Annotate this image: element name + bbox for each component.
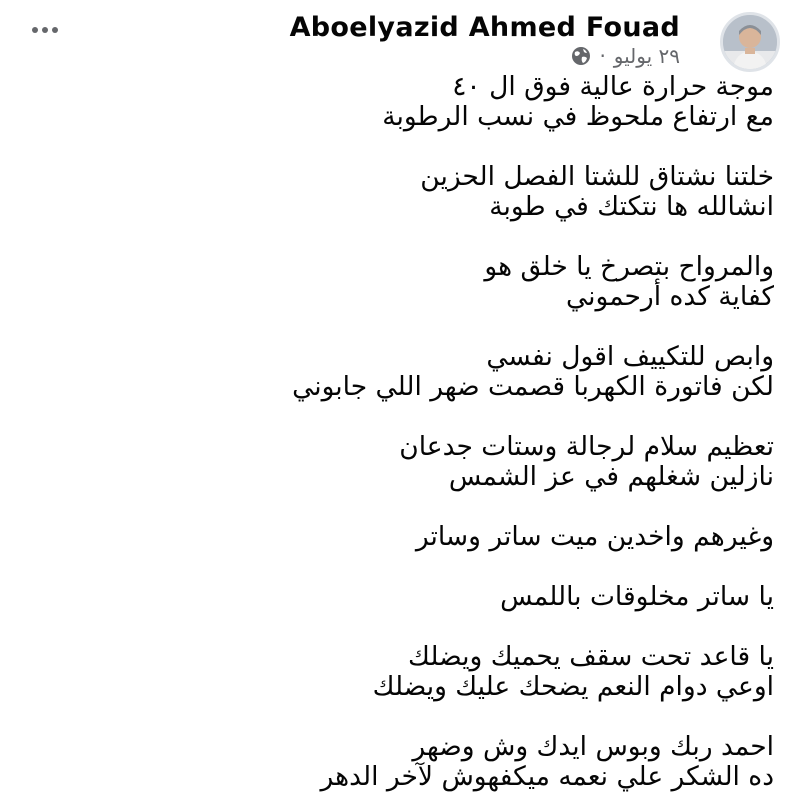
- meta-separator: ·: [599, 44, 606, 68]
- post-text-line: والمرواح بتصرخ يا خلق هو: [484, 251, 774, 282]
- post-meta: [571, 44, 680, 68]
- post-stanza: [14, 252, 774, 312]
- post-text-line: انشالله ها نتكتك في طوبة: [489, 191, 774, 222]
- avatar[interactable]: [720, 12, 780, 72]
- post-stanza: [14, 522, 774, 552]
- post-stanza: [14, 732, 774, 792]
- more-options-button[interactable]: [28, 20, 62, 40]
- post-stanza: [14, 432, 774, 492]
- avatar-image: [723, 15, 777, 69]
- post-stanza: [14, 642, 774, 702]
- post-body: [14, 72, 774, 800]
- post-text-line: وغيرهم واخدين ميت ساتر وساتر: [415, 521, 774, 552]
- post-text-line: لكن فاتورة الكهربا قصمت ضهر اللي جابوني: [292, 371, 774, 402]
- post-text-line: كفاية كده أرحموني: [566, 281, 774, 312]
- post-stanza: [14, 342, 774, 402]
- post-text-line: مع ارتفاع ملحوظ في نسب الرطوبة: [382, 101, 774, 132]
- post-stanza: [14, 162, 774, 222]
- post-date[interactable]: ٢٩ يوليو: [613, 44, 680, 68]
- post-stanza: [14, 582, 774, 612]
- post-text-line: موجة حرارة عالية فوق ال ٤٠: [452, 71, 774, 102]
- post-text-line: يا قاعد تحت سقف يحميك ويضلك: [408, 641, 774, 672]
- post-text-line: تعظيم سلام لرجالة وستات جدعان: [399, 431, 774, 462]
- globe-icon[interactable]: [571, 46, 591, 66]
- post-text-line: نازلين شغلهم في عز الشمس: [448, 461, 774, 492]
- author-name[interactable]: Aboelyazid Ahmed Fouad: [289, 12, 680, 43]
- post-text-line: اوعي دوام النعم يضحك عليك ويضلك: [372, 671, 774, 702]
- post-text-line: يا ساتر مخلوقات باللمس: [500, 581, 774, 612]
- post-stanza: [14, 72, 774, 132]
- more-options-icon: [32, 27, 38, 33]
- post-text-line: ده الشكر علي نعمه ميكفهوش لآخر الدهر: [320, 761, 774, 792]
- post-text-line: احمد ربك وبوس ايدك وش وضهر: [412, 731, 774, 762]
- post-text-line: خلتنا نشتاق للشتا الفصل الحزين: [420, 161, 774, 192]
- post-text-line: وابص للتكييف اقول نفسي: [486, 341, 774, 372]
